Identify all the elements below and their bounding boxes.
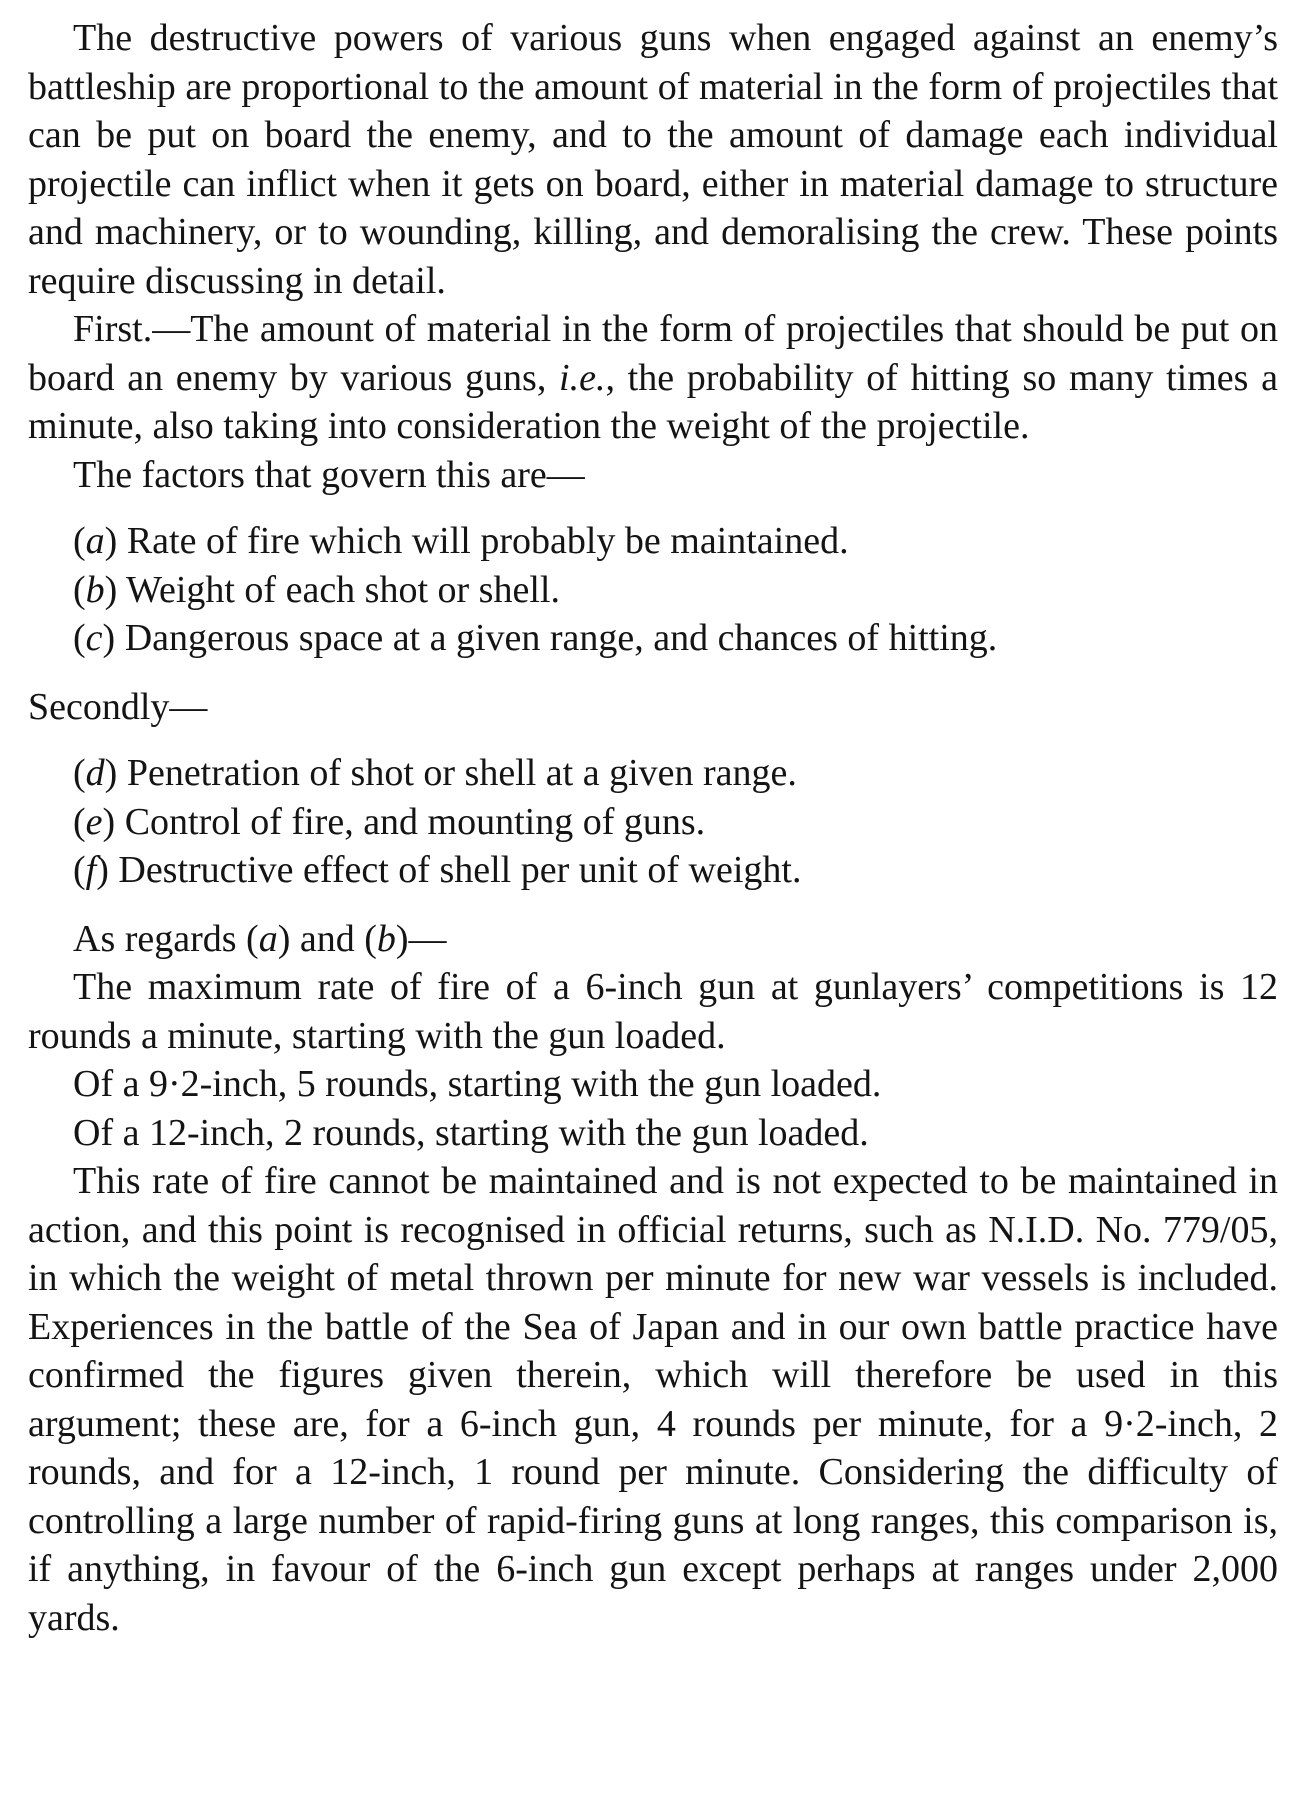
list-item-close-paren: ) [104,568,127,611]
paragraph-conclusion: This rate of fire cannot be maintained and is not expected to be maintained in action, and this point is recognised in official returns, such as N.I.D. No. 779/05, in which the weight of metal thrown per minute for new war vessels is included. Experiences in the battle of the Sea of Japan and in our own battle practice have confirmed the figures given therein, which will therefore be used in this argument; these are, for a 6-inch gun, 4 rounds per minute, for a 9·2-inch, 2 rounds, and for a 12-inch, 1 round per minute. Considering the difficulty of controlling a large number of rapid-firing guns at long ranges, this comparison is, if anything, in favour of the 6-inch gun except perhaps at ranges under 2,000 yards. [28,1160,1278,1639]
list-item [28,517,1278,566]
list-item-open-paren: ( [73,800,86,843]
list-item-text: Control of fire, and mounting of guns. [124,800,706,843]
as-regards-tail: )— [395,917,447,960]
list-item-letter: e [85,800,103,843]
list-item [28,614,1278,663]
list-item-close-paren: ) [104,520,127,562]
as-regards-mid: ) and ( [277,917,377,960]
paragraph-rate-9-2: Of a 9·2-inch, 5 rounds, starting with the gun loaded. [73,1063,882,1105]
paragraph-first [28,305,1278,451]
list-item-text: Weight of each shot or shell. [126,568,560,611]
list-item-close-paren: ) [104,752,127,794]
list-item-open-paren: ( [73,752,86,794]
as-regards-a: a [258,917,278,960]
document-page [28,14,1278,1642]
list-item-text: Penetration of shot or shell at a given range. [126,752,797,794]
paragraph-first-tail: , the probability of hitting so many times a minute, also taking into consideration the weight of the projectile. [28,356,1278,447]
list-item-close-paren: ) [96,849,119,891]
paragraph-first-ie: i.e. [559,356,606,399]
list-item-open-paren: ( [73,568,86,611]
factors-intro: The factors that govern this are— [73,453,585,496]
list-item-letter: d [85,752,105,794]
paragraph-max-rate: The maximum rate of fire of a 6-inch gun at gunlayers’ competitions is 12 rounds a minute, starting with the gun loaded. [28,966,1278,1057]
paragraph-first-lead: First.—The amount of material in the form of projectiles that should be put on board an enemy by various guns, [28,308,1278,399]
list-item-text: Destructive effect of shell per unit of weight. [118,849,802,891]
factors-list-second [28,749,1278,895]
as-regards-heading [28,915,1278,964]
list-item [28,846,1278,895]
list-item-letter: a [85,520,105,562]
list-item-open-paren: ( [73,617,86,659]
list-item-close-paren: ) [102,800,125,843]
list-item [28,566,1278,615]
list-item-text: Dangerous space at a given range, and chances of hitting. [124,617,998,659]
list-item-letter: f [85,849,97,891]
list-item-open-paren: ( [73,849,86,891]
as-regards-lead: As regards ( [73,917,259,960]
list-item-letter: b [85,568,105,611]
paragraph-rate-12: Of a 12-inch, 2 rounds, starting with the gun loaded. [73,1111,869,1154]
list-item [28,798,1278,847]
list-item [28,749,1278,798]
list-item-close-paren: ) [102,617,125,659]
paragraph-destructive-powers: The destructive powers of various guns when engaged against an enemy’s battleship are proportional to the amount of material in the form of projectiles that can be put on board the enemy, and to the amount of damage each individual projectile can inflict when it gets on board, either in material damage to structure and machinery, or to wounding, killing, and demoralising the crew. These points require discussing in detail. [28,17,1278,302]
as-regards-b: b [376,917,396,960]
list-item-text: Rate of fire which will probably be maintained. [126,520,849,562]
secondly-heading: Secondly— [28,685,208,728]
list-item-open-paren: ( [73,520,86,562]
factors-list-first [28,517,1278,663]
list-item-letter: c [85,617,103,659]
